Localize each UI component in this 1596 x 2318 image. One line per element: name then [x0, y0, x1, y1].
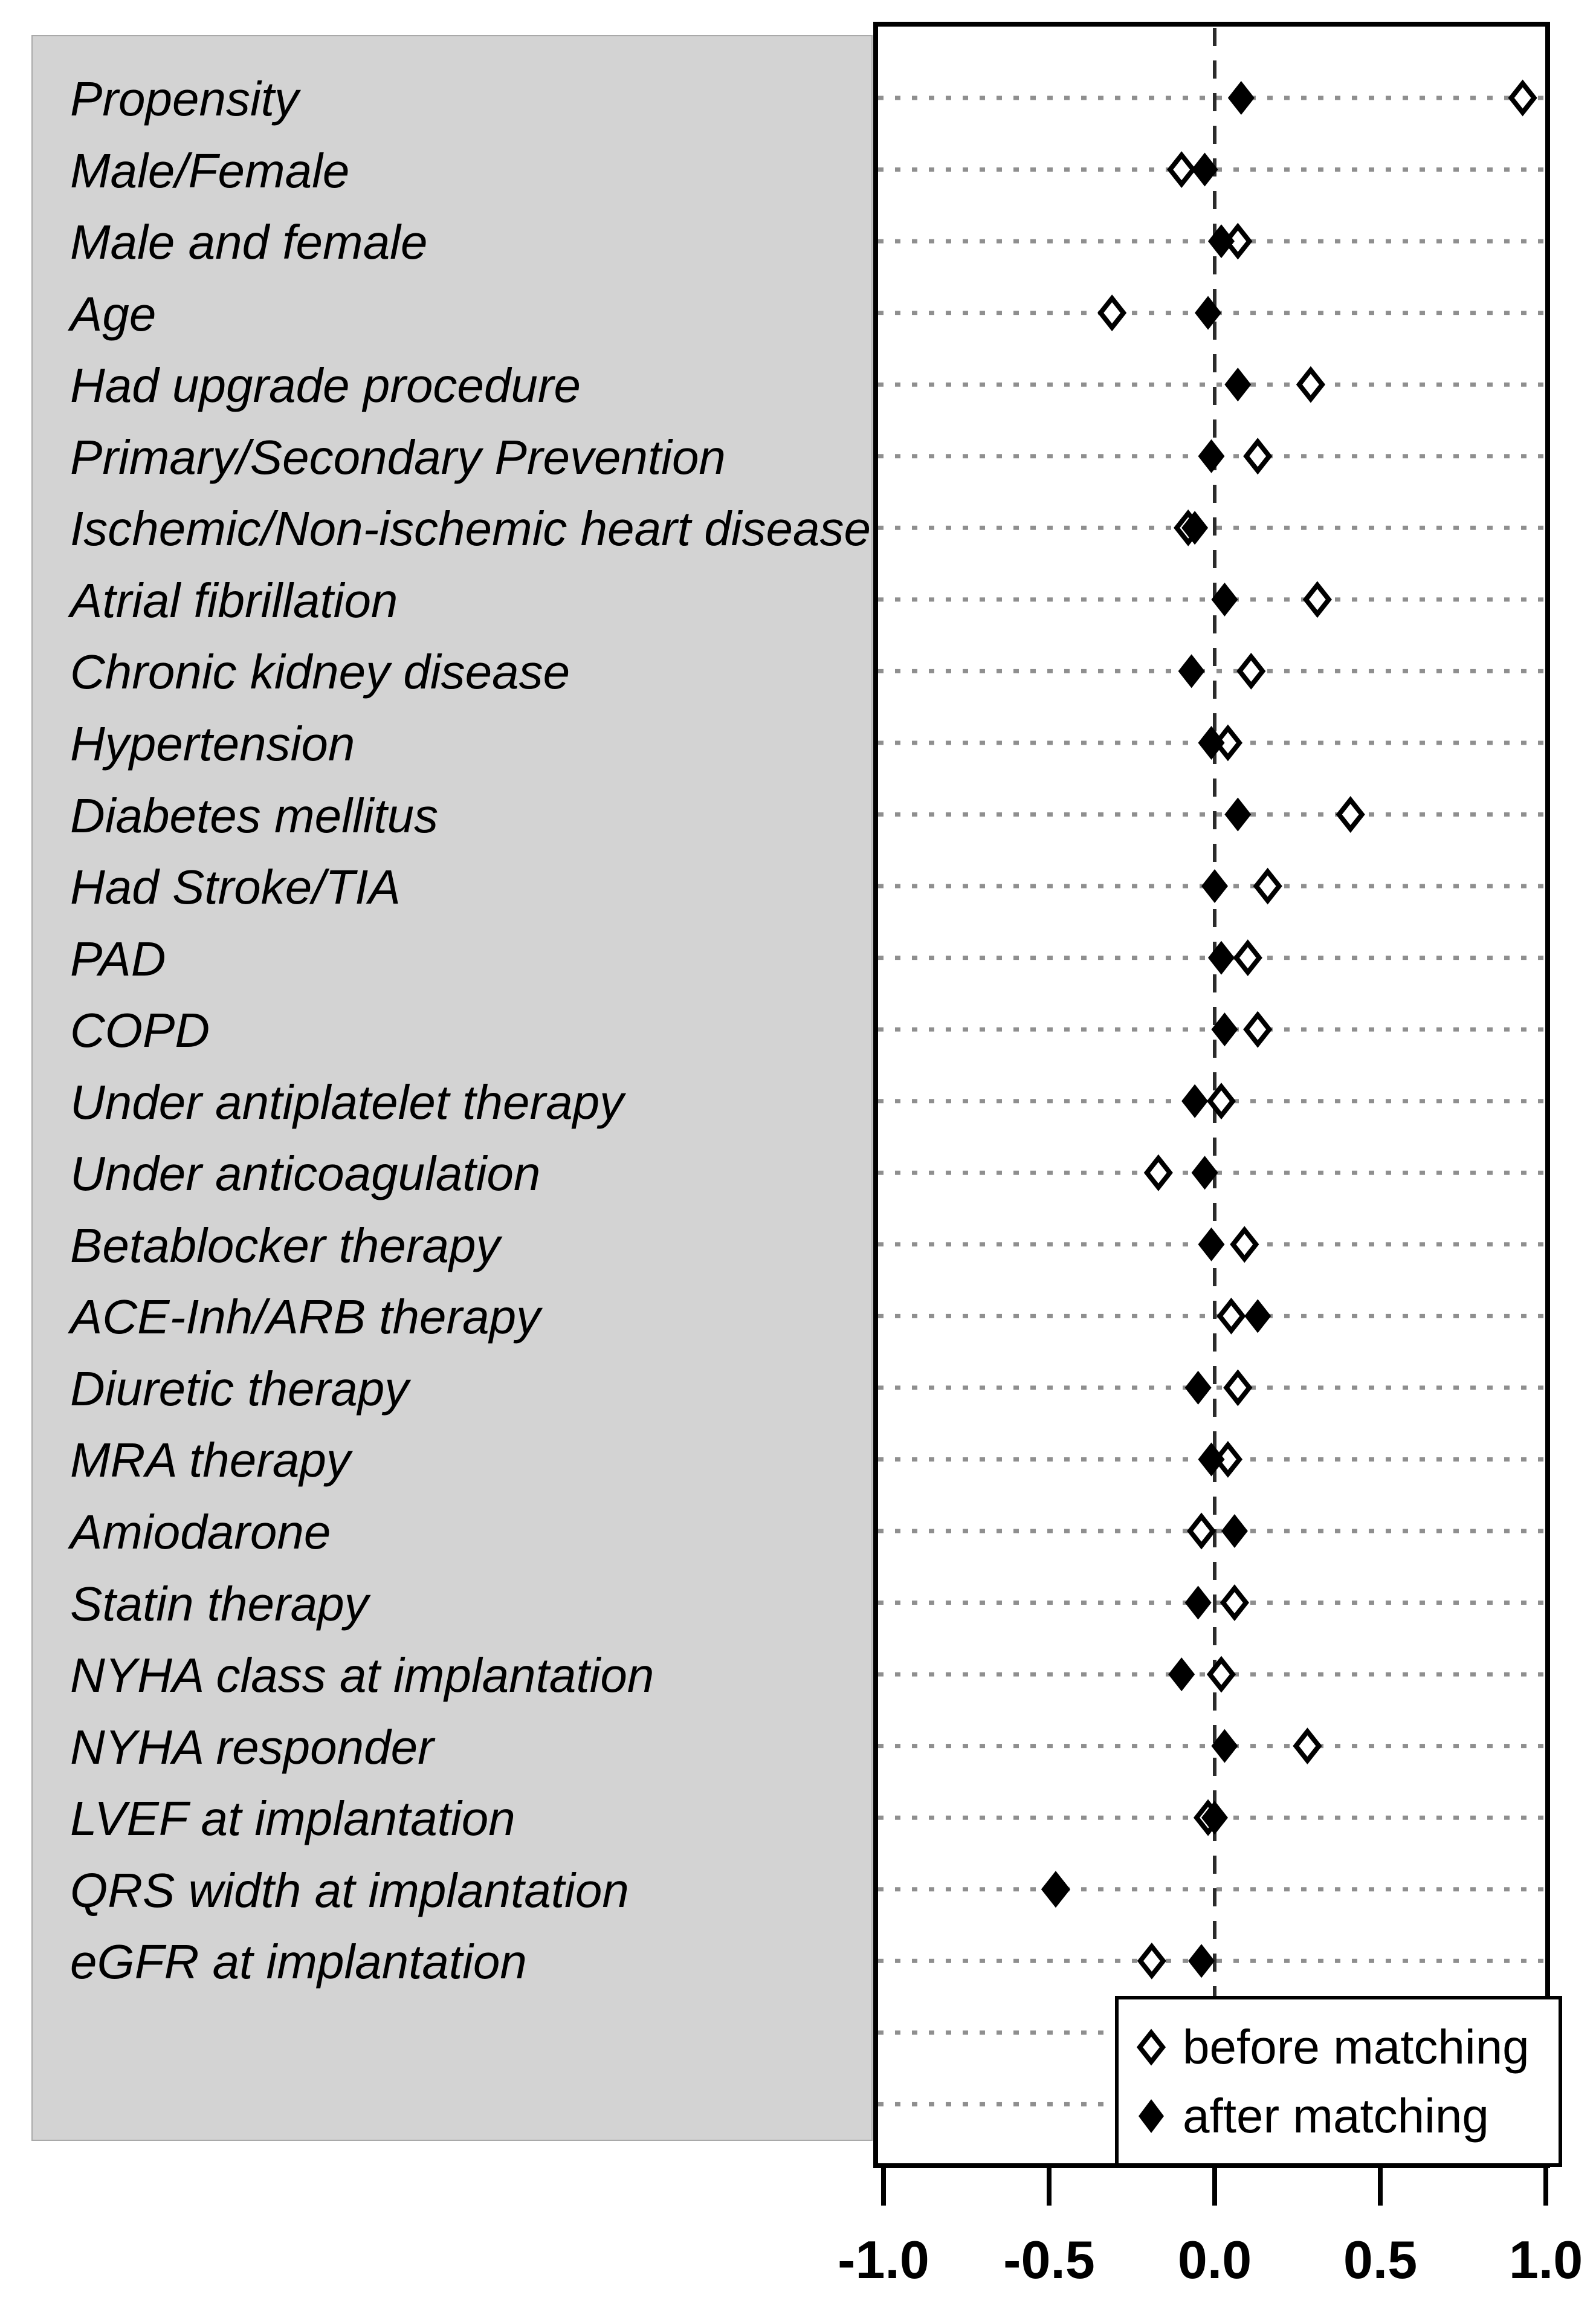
- before-matching-point: [1239, 656, 1262, 685]
- before-matching-point: [1511, 83, 1534, 112]
- row-label: Statin therapy: [70, 1576, 369, 1631]
- before-matching-point: [1140, 1946, 1163, 1975]
- row-label: Diuretic therapy: [70, 1361, 409, 1416]
- before-matching-point: [1299, 370, 1322, 399]
- legend-row-after: [1136, 2087, 1559, 2145]
- after-matching-point: [1198, 1442, 1225, 1476]
- after-matching-point: [1178, 654, 1205, 688]
- before-matching-point: [1226, 1373, 1249, 1402]
- row-label: Male/Female: [70, 143, 350, 198]
- before-matching-point: [1256, 872, 1279, 901]
- open-diamond-icon: [1136, 2027, 1167, 2068]
- after-matching-point: [1198, 726, 1225, 760]
- row-label: Hypertension: [70, 716, 355, 771]
- before-matching-point: [1339, 800, 1362, 829]
- before-matching-point: [1147, 1158, 1170, 1187]
- row-label: Ischemic/Non-ischemic heart disease: [70, 502, 871, 556]
- after-matching-point: [1181, 1084, 1208, 1118]
- after-matching-point: [1228, 81, 1255, 115]
- row-label: PAD: [70, 931, 166, 986]
- before-matching-point: [1170, 155, 1193, 184]
- legend: [1115, 1996, 1562, 2167]
- after-matching-point: [1208, 941, 1235, 975]
- after-matching-point: [1198, 439, 1225, 473]
- after-matching-point: [1195, 296, 1221, 330]
- after-matching-point: [1198, 1228, 1225, 1261]
- row-label: eGFR at implantation: [70, 1935, 527, 1989]
- row-label: NYHA responder: [70, 1720, 434, 1774]
- before-matching-point: [1233, 1230, 1256, 1259]
- before-matching-point: [1220, 1301, 1242, 1330]
- row-label: Had upgrade procedure: [70, 358, 581, 413]
- before-matching-point: [1296, 1732, 1319, 1761]
- row-label: Male and female: [70, 215, 428, 270]
- after-matching-point: [1188, 1944, 1215, 1978]
- row-label: Age: [70, 287, 157, 341]
- before-matching-point: [1236, 944, 1259, 973]
- before-matching-point: [1190, 1517, 1213, 1546]
- row-label: Had Stroke/TIA: [70, 860, 401, 915]
- row-label: Atrial fibrillation: [70, 573, 398, 627]
- legend-label-after: after matching: [1183, 2088, 1489, 2143]
- after-matching-point: [1244, 1299, 1271, 1333]
- row-label: Amiodarone: [70, 1505, 331, 1559]
- row-label: LVEF at implantation: [70, 1792, 515, 1846]
- after-matching-point: [1185, 1371, 1212, 1405]
- row-label: Diabetes mellitus: [70, 788, 439, 843]
- row-label: Chronic kidney disease: [70, 645, 570, 699]
- row-label: Primary/Secondary Prevention: [70, 430, 726, 484]
- after-matching-point: [1224, 798, 1251, 832]
- row-label: NYHA class at implantation: [70, 1648, 654, 1703]
- after-matching-point: [1201, 869, 1228, 903]
- before-matching-point: [1246, 1015, 1269, 1044]
- row-label: Betablocker therapy: [70, 1218, 500, 1272]
- legend-label-before: before matching: [1183, 2019, 1530, 2074]
- row-label: ACE-Inh/ARB therapy: [70, 1290, 541, 1344]
- before-matching-point: [1223, 1588, 1246, 1617]
- after-matching-point: [1224, 367, 1251, 401]
- after-matching-point: [1042, 1873, 1069, 1906]
- row-label: Under anticoagulation: [70, 1147, 541, 1201]
- x-axis-tick-label: -1.0: [838, 2230, 929, 2290]
- before-matching-point: [1100, 299, 1123, 328]
- after-matching-point: [1185, 1586, 1212, 1620]
- x-axis-tick-label: 1.0: [1508, 2230, 1583, 2290]
- row-label: MRA therapy: [70, 1433, 351, 1488]
- before-matching-point: [1306, 585, 1329, 614]
- row-label: QRS width at implantation: [70, 1863, 629, 1917]
- row-label: Under antiplatelet therapy: [70, 1075, 624, 1129]
- after-matching-point: [1208, 224, 1235, 258]
- filled-diamond-icon: [1136, 2096, 1167, 2137]
- before-matching-point: [1246, 442, 1269, 471]
- row-label: COPD: [70, 1003, 210, 1058]
- x-axis-tick-label: 0.5: [1343, 2230, 1418, 2290]
- after-matching-point: [1168, 1657, 1195, 1691]
- after-matching-point: [1192, 153, 1218, 187]
- legend-row-before: [1136, 2018, 1559, 2076]
- row-label: Propensity: [70, 72, 299, 126]
- x-axis-tick-label: -0.5: [1003, 2230, 1095, 2290]
- after-matching-point: [1221, 1514, 1248, 1548]
- x-axis-tick-label: 0.0: [1177, 2230, 1252, 2290]
